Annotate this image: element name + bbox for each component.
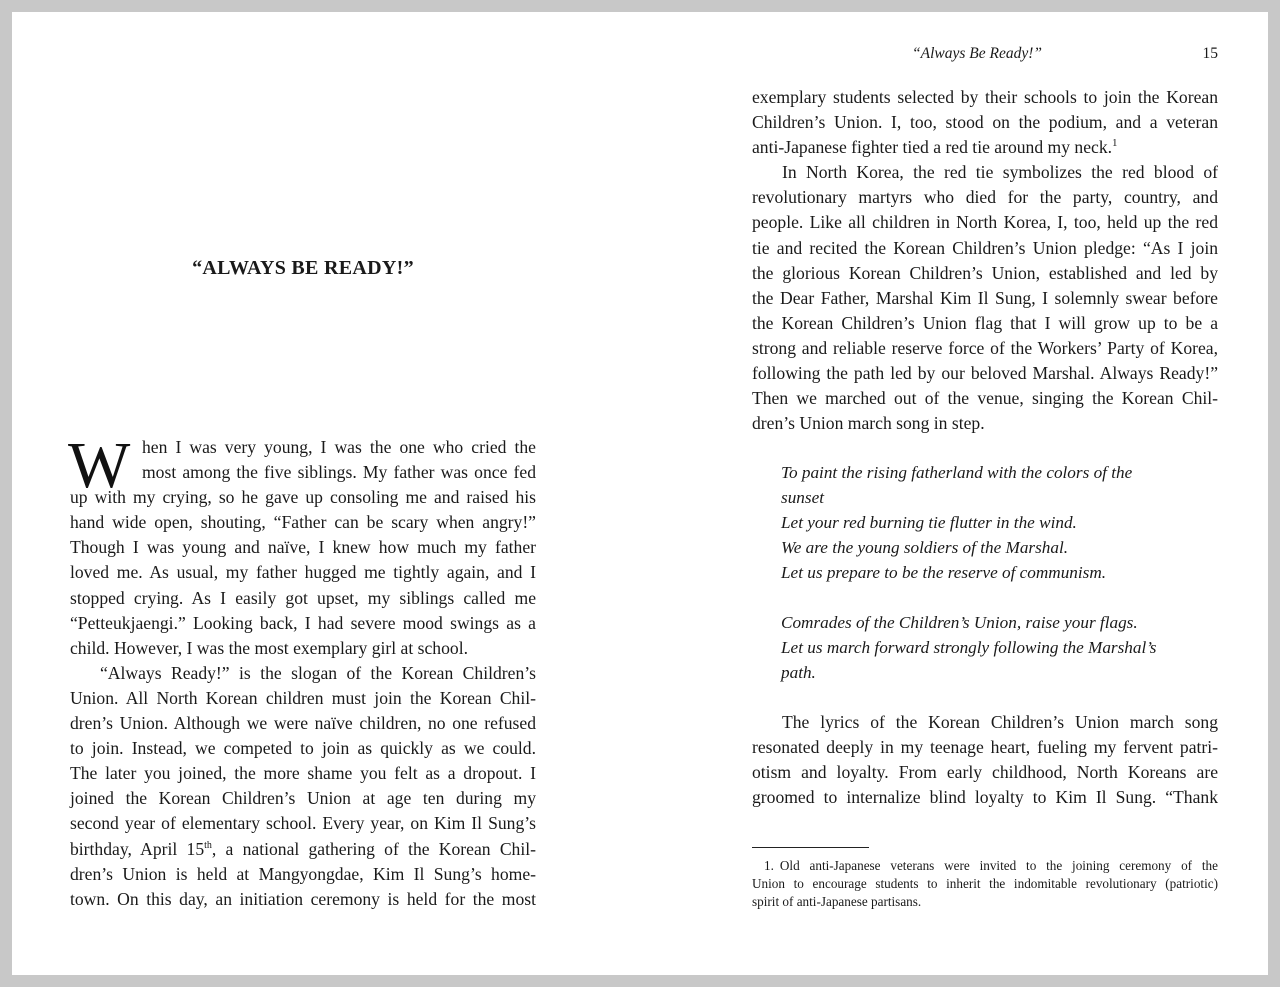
birthday-text-after: , a national gathering of the Korean Chil- [211, 838, 536, 859]
text-line-with-footnote [752, 135, 1218, 160]
footnote-number: 1. [764, 858, 774, 873]
drop-cap: W [68, 429, 131, 502]
text-line: Then we marched out of the venue, singing the Korean Chil- [752, 388, 1218, 409]
chapter-title: “ALWAYS BE READY!” [192, 257, 414, 279]
text-line: the glorious Korean Children’s Union, established and led by [752, 262, 1218, 283]
poem-line: To paint the rising fatherland with the colors of the [781, 463, 1133, 482]
poem-line: sunset [781, 488, 824, 508]
footnote-line [752, 857, 1218, 875]
book-spread [12, 12, 1268, 975]
text-line: Union. All North Korean children must join the Korean Chil- [70, 687, 536, 708]
text-line: joined the Korean Children’s Union at age ten during my [70, 788, 536, 809]
poem-line: Let your red burning tie flutter in the wind. [781, 513, 1077, 533]
text-line: the Korean Children’s Union flag that I will grow up to be a [752, 312, 1218, 333]
poem-line: Let us prepare to be the reserve of communism. [781, 563, 1107, 583]
text-line: to join. Instead, we competed to join as quickly as we could. [70, 738, 536, 759]
text-line: hen I was very young, I was the one who cried the [142, 437, 536, 457]
footnote [752, 857, 1218, 911]
left-page [12, 12, 640, 975]
page-number: 15 [1202, 45, 1218, 62]
text-line: exemplary students selected by their schools to join the Korean [752, 87, 1218, 107]
footnote-line: spirit of anti-Japanese partisans. [752, 894, 922, 909]
text-line: people. Like all children in North Korea, I, too, held up the red [752, 212, 1218, 233]
text-line: Children’s Union. I, too, stood on the podium, and a veteran [752, 112, 1218, 133]
text-line: dren’s Union is held at Mangyongdae, Kim Il Sung’s home- [70, 863, 536, 884]
text-line: hand wide open, shouting, “Father can be scary when angry!” [70, 512, 536, 533]
birthday-text: birthday, April 15 [70, 838, 205, 859]
footnote-text: Old anti-Japanese veterans were invited to the joining ceremony of the [779, 858, 1218, 873]
right-body-text [752, 85, 1218, 436]
text-line: The later you joined, the more shame you felt as a dropout. I [70, 763, 536, 784]
text-line: town. On this day, an initiation ceremony is held for the most [70, 888, 536, 909]
text-line: up with my crying, so he gave up consoling me and raised his [70, 487, 536, 508]
poem-line: We are the young soldiers of the Marshal. [781, 538, 1069, 558]
text-line: “Always Ready!” is the slogan of the Korean Children’s [100, 662, 536, 683]
text-line: second year of elementary school. Every year, on Kim Il Sung’s [70, 813, 536, 834]
text-line: revolutionary martyrs who died for the party, country, and [752, 187, 1218, 208]
footnote-reference[interactable]: 1 [1112, 137, 1118, 150]
text-line: most among the five siblings. My father was once fed [142, 462, 536, 483]
text-line: groomed to internalize blind loyalty to Kim Il Sung. “Thank [752, 787, 1218, 808]
poem-stanza-2 [781, 610, 1201, 685]
text-line: the Dear Father, Marshal Kim Il Sung, I solemnly swear before [752, 287, 1218, 308]
text-line: Though I was young and naïve, I knew how much my father [70, 537, 536, 558]
running-title: “Always Be Ready!” [912, 45, 1043, 62]
footnote-line: Union to encourage students to inherit the indomitable revolutionary (patriotic) [752, 876, 1218, 891]
text-line: anti-Japanese fighter tied a red tie around my neck. [752, 137, 1113, 158]
right-body-text-2 [752, 710, 1218, 810]
text-line: following the path led by our beloved Marshal. Always Ready!” [752, 363, 1218, 384]
text-line-birthday [70, 837, 536, 862]
text-line: The lyrics of the Korean Children’s Union march song [782, 712, 1218, 732]
ordinal-superscript: th [204, 839, 212, 851]
poem-line: Let us march forward strongly following the Marshal’s [781, 638, 1157, 658]
poem-line: Comrades of the Children’s Union, raise your flags. [781, 613, 1138, 632]
text-line: dren’s Union march song in step. [752, 413, 985, 434]
text-line: dren’s Union. Although we were naïve children, no one refused [70, 713, 536, 734]
text-line: strong and reliable reserve force of the Workers’ Party of Korea, [752, 337, 1218, 358]
poem-stanza-1 [781, 460, 1201, 585]
text-line: child. However, I was the most exemplary girl at school. [70, 637, 468, 658]
text-line: resonated deeply in my teenage heart, fueling my fervent patri- [752, 737, 1218, 758]
text-line: “Petteukjaengi.” Looking back, I had severe mood swings as a [70, 612, 536, 633]
footnote-divider [752, 847, 869, 848]
left-body-text [68, 429, 536, 912]
text-line: otism and loyalty. From early childhood, North Koreans are [752, 762, 1218, 783]
text-line: In North Korea, the red tie symbolizes the red blood of [782, 162, 1218, 183]
right-page [640, 12, 1268, 975]
poem-line: path. [781, 663, 816, 683]
text-line: stopped crying. As I easily got upset, my siblings called me [70, 587, 536, 608]
text-line: loved me. As usual, my father hugged me tightly again, and I [70, 562, 536, 583]
text-line: tie and recited the Korean Children’s Union pledge: “As I join [752, 237, 1218, 258]
